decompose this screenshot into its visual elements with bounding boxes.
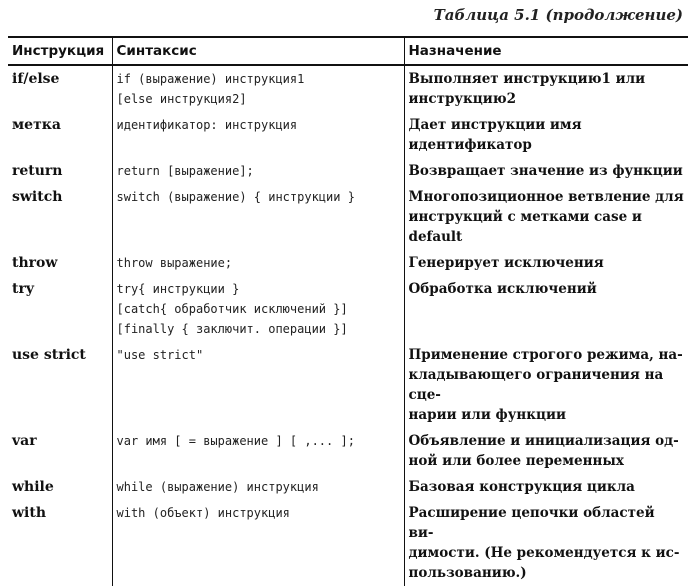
table-row (8, 250, 688, 276)
header-purpose: Назначение (404, 37, 688, 65)
syntax-cell (112, 474, 404, 500)
purpose-cell (404, 158, 688, 184)
purpose-line: Базовая конструкция цикла (408, 479, 635, 495)
purpose-cell (404, 276, 688, 342)
table-row (8, 342, 688, 428)
header-instruction: Инструкция (8, 37, 112, 65)
syntax-line: switch (выражение) { инструкции } (116, 190, 355, 204)
syntax-cell (112, 112, 404, 158)
purpose-cell (404, 250, 688, 276)
table-row (8, 276, 688, 342)
purpose-cell (404, 65, 688, 112)
purpose-line: Обработка исключений (408, 281, 597, 297)
syntax-line: var имя [ = выражение ] [ ,... ]; (116, 434, 355, 448)
syntax-line: while (выражение) инструкция (116, 480, 319, 494)
table-caption: Таблица 5.1 (продолжение) (433, 6, 683, 24)
syntax-line: return [выражение]; (116, 164, 254, 178)
purpose-line: инструкций с метками case и default (408, 209, 642, 245)
purpose-cell (404, 112, 688, 158)
purpose-cell (404, 474, 688, 500)
header-row (8, 37, 688, 65)
syntax-cell (112, 65, 404, 112)
purpose-line: пользованию.) (408, 565, 527, 581)
syntax-cell (112, 276, 404, 342)
syntax-line: if (выражение) инструкция1 (116, 72, 305, 86)
purpose-line: Дает инструкции имя идентификатор (408, 117, 582, 153)
instruction-cell: use strict (12, 347, 86, 363)
purpose-line: Возвращает значение из функции (408, 163, 683, 179)
syntax-line: [else инструкция2] (116, 92, 247, 106)
syntax-cell (112, 158, 404, 184)
syntax-line: with (объект) инструкция (116, 506, 290, 520)
table-row (8, 184, 688, 250)
instruction-cell: switch (12, 189, 63, 205)
instruction-cell: метка (12, 117, 61, 133)
table-row (8, 158, 688, 184)
instruction-cell: if/else (12, 71, 60, 87)
instruction-cell: with (12, 505, 47, 521)
instruction-cell: return (12, 163, 63, 179)
syntax-line: try{ инструкции } (116, 282, 240, 296)
purpose-cell (404, 184, 688, 250)
instruction-cell: throw (12, 255, 58, 271)
purpose-cell (404, 342, 688, 428)
purpose-line: димости. (Не рекомендуется к ис- (408, 545, 680, 561)
table-row (8, 65, 688, 112)
syntax-cell (112, 342, 404, 428)
purpose-line: Объявление и инициализация од- (408, 433, 679, 449)
table-row (8, 112, 688, 158)
statements-table (8, 36, 688, 586)
syntax-line: [catch{ обработчик исключений }] (116, 302, 348, 316)
syntax-line: [finally { заключит. операции }] (116, 322, 348, 336)
table-row (8, 428, 688, 474)
purpose-line: Многопозиционное ветвление для (408, 189, 684, 205)
syntax-line: throw выражение; (116, 256, 233, 270)
syntax-cell (112, 184, 404, 250)
purpose-line: Генерирует исключения (408, 255, 604, 271)
syntax-line: идентификатор: инструкция (116, 118, 298, 132)
table-row (8, 500, 688, 586)
purpose-line: Выполняет инструкцию1 или инструкцию2 (408, 71, 646, 107)
purpose-line: кладывающего ограничения на сце- (408, 367, 664, 403)
instruction-cell: var (12, 433, 37, 449)
purpose-line: Расширение цепочки областей ви- (408, 505, 655, 541)
table-row (8, 474, 688, 500)
instruction-cell: while (12, 479, 54, 495)
instruction-cell: try (12, 281, 34, 297)
syntax-line: "use strict" (116, 348, 204, 362)
purpose-line: нарии или функции (408, 407, 566, 423)
purpose-line: ной или более переменных (408, 453, 624, 469)
purpose-cell (404, 428, 688, 474)
syntax-cell (112, 500, 404, 586)
header-syntax: Синтаксис (112, 37, 404, 65)
purpose-line: Применение строгого режима, на- (408, 347, 683, 363)
purpose-cell (404, 500, 688, 586)
syntax-cell (112, 428, 404, 474)
syntax-cell (112, 250, 404, 276)
table-body (8, 65, 688, 586)
